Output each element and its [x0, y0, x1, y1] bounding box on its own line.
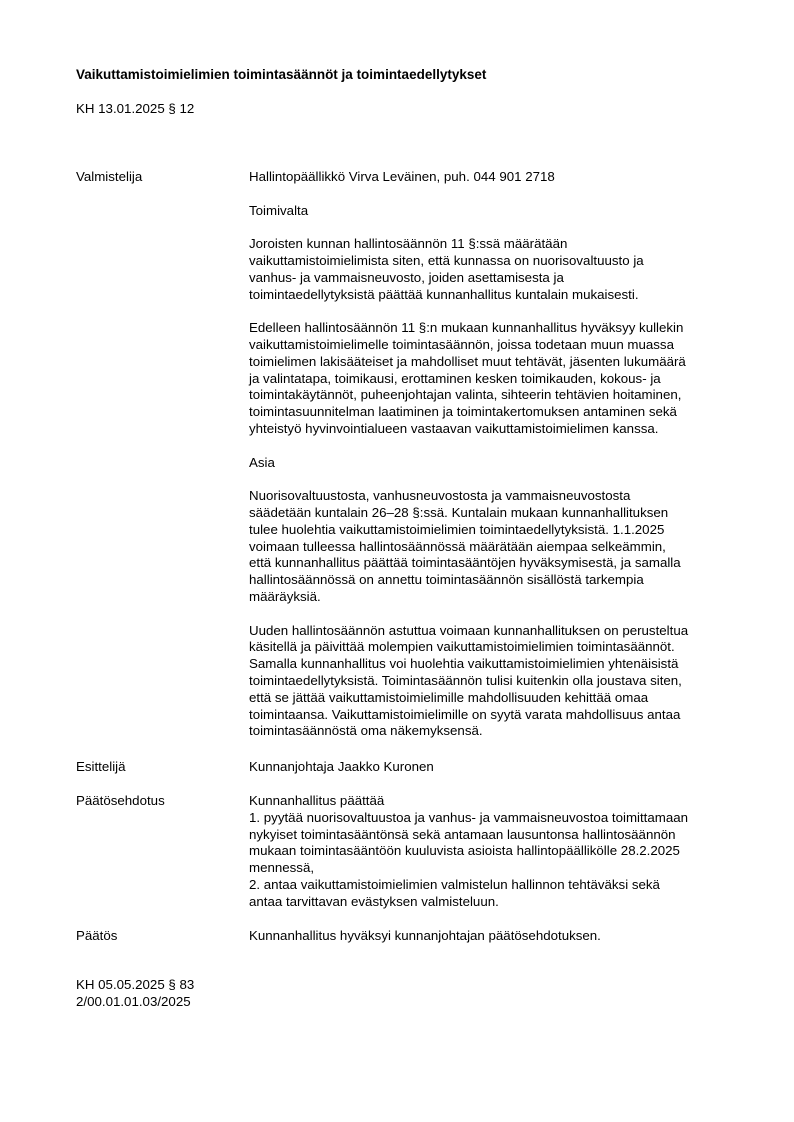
- preparer-info: Hallintopäällikkö Virva Leväinen, puh. 044 901 2718: [249, 169, 555, 184]
- footer-diary-number: 2/00.01.01.03/2025: [76, 993, 191, 1009]
- asia-paragraph-2: Uuden hallintosäännön astuttua voimaan kunnanhallituksen on perusteltua käsitellä ja päivittää molempien vaikuttamistoimielimien toimintasäännöt. Samalla kunnanhallitus voi huolehtia vaikuttamistoimielimien yhtenäisistä toimintaedellytyksistä. Toimintasäännön tulisi kuitenkin olla joustava siten, että se jättää vaikuttamistoimielimille mahdollisuuden kehittää omaa toimintaansa. Vaikuttamistoimielimille on syytä varata mahdollisuus antaa toimintasäännöstä oma näkemyksensä.: [249, 622, 689, 739]
- paatosehdotus-label: Päätösehdotus: [76, 793, 165, 808]
- esittelija-content: [249, 759, 739, 793]
- esittelija-label: Esittelijä: [76, 759, 126, 774]
- paatos-value: Kunnanhallitus hyväksyi kunnanjohtajan päätösehdotuksen.: [249, 928, 601, 943]
- meeting-reference: KH 13.01.2025 § 12: [76, 101, 195, 116]
- asia-paragraph-1: Nuorisovaltuustosta, vanhusneuvostosta ja vammaisneuvostosta säädetään kuntalain 26–28 §:ssä. Kuntalain mukaan kunnanhallituksen tulee huolehtia vaikuttamistoimielimien toimintaedellytyksistä. 1.1.2025 voimaan tulleessa hallintosäännössä määrätään aiempaa selkeämmin, että kunnanhallitus päättää toimintasääntöjen hyväksymisestä, ja samalla hallintosäännössä on annettu toimintasäännön sisällöstä tarkempia määräyksiä.: [249, 488, 681, 604]
- paatos-label: Päätös: [76, 928, 118, 943]
- valmistelija-content: [249, 169, 739, 757]
- paatos-content: [249, 928, 739, 962]
- paatosehdotus-text: Kunnanhallitus päättää 1. pyytää nuorisovaltuustoa ja vanhus- ja vammaisneuvostoa toimittamaan nykyiset toimintasääntönsä sekä antamaan lausuntonsa hallintosäännön mukaan toimintasääntöön kuuluvista asioista hallintopäällikölle 28.2.2025 mennessä, 2. antaa vaikuttamistoimielimien valmistelun hallinnon tehtäväksi sekä antaa tarvittavan evästyksen valmisteluun.: [249, 793, 689, 909]
- paatosehdotus-content: [249, 793, 739, 927]
- footer-meeting-reference: KH 05.05.2025 § 83: [76, 977, 195, 992]
- toimivalta-heading: Toimivalta: [249, 202, 309, 218]
- toimivalta-paragraph-1: Joroisten kunnan hallintosäännön 11 §:ssä määrätään vaikuttamistoimielimista siten, että kunnassa on nuorisovaltuusto ja vanhus- ja vammaisneuvosto, joiden asettamisesta ja toimintaedellytyksistä päättää kunnanhallitus kuntalain mukaisesti.: [249, 236, 644, 302]
- asia-heading: Asia: [249, 454, 275, 470]
- toimivalta-paragraph-2: Edelleen hallintosäännön 11 §:n mukaan kunnanhallitus hyväksyy kullekin vaikuttamistoimielimelle toimintasäännön, joissa todetaan muun muassa toimielimen lakisääteiset ja mahdolliset muut tehtävät, jäsenten lukumäärä ja valintatapa, toimikausi, erottaminen kesken toimikauden, kokous- ja toimintakäytännöt, puheenjohtajan valinta, sihteerin tehtävien hoitaminen, toimintasuunnitelman laatiminen ja toimintakertomuksen antaminen sekä yhteistyö hyvinvointialueen vastaavan vaikuttamistoimielimen kanssa.: [249, 320, 686, 436]
- esittelija-value: Kunnanjohtaja Jaakko Kuronen: [249, 759, 434, 774]
- document-title: Vaikuttamistoimielimien toimintasäännöt ja toimintaedellytykset: [76, 67, 487, 82]
- valmistelija-label: Valmistelija: [76, 169, 143, 184]
- footer: [76, 977, 194, 1011]
